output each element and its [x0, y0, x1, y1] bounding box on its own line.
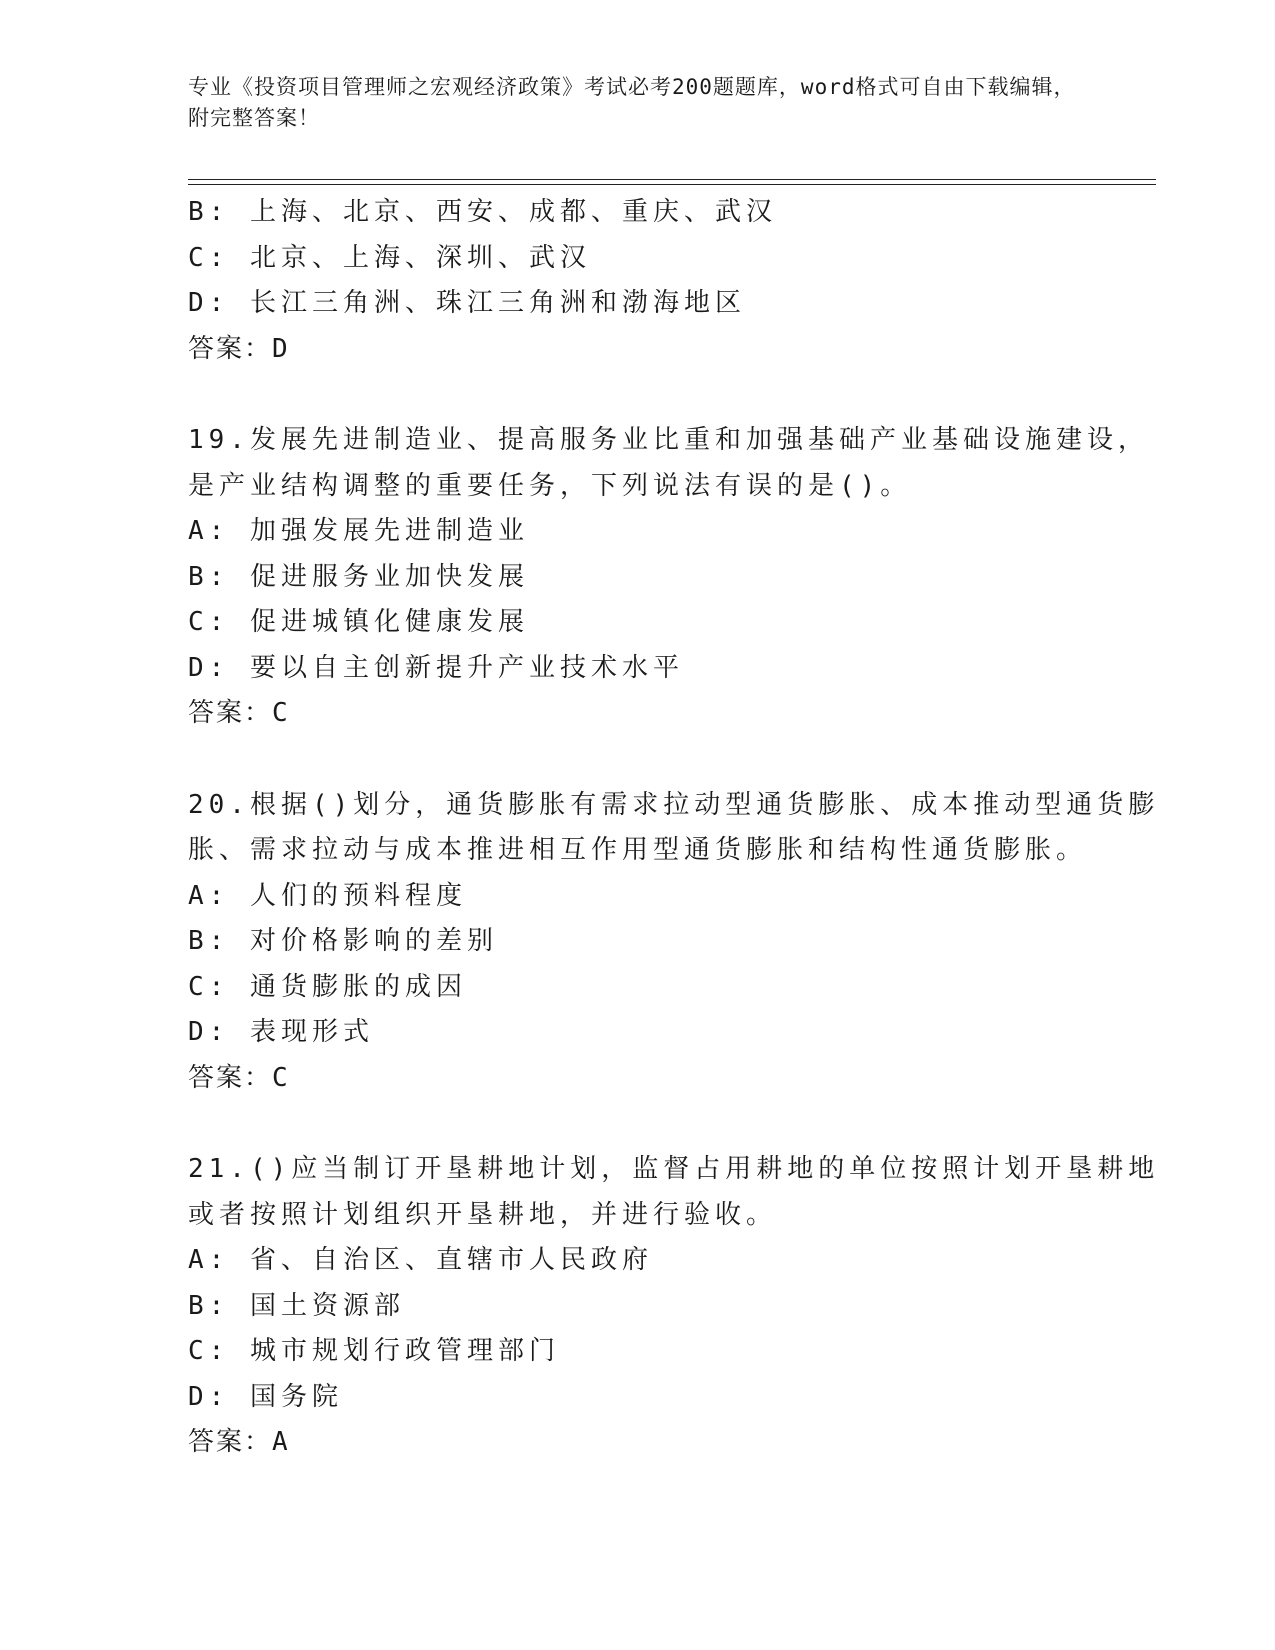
question-stem-line: 20.根据()划分，通货膨胀有需求拉动型通货膨胀、成本推动型通货膨: [188, 789, 1160, 820]
document-header: [188, 72, 1088, 134]
document-body: [188, 190, 1160, 1466]
option-a: A: 省、自治区、直辖市人民政府: [188, 1245, 653, 1275]
question-block-21: [188, 1147, 1160, 1466]
option-b: B: 国土资源部: [188, 1290, 405, 1321]
option-b: B: 促进服务业加快发展: [188, 561, 529, 592]
question-stem-line: 或者按照计划组织开垦耕地，并进行验收。: [188, 1199, 778, 1230]
answer-line: 答案：C: [188, 1062, 293, 1093]
option-c: C: 城市规划行政管理部门: [188, 1336, 560, 1366]
option-a: A: 加强发展先进制造业: [188, 516, 529, 546]
option-a: A: 人们的预料程度: [188, 880, 467, 911]
option-d: D: 表现形式: [188, 1017, 374, 1047]
option-d: D: 长江三角洲、珠江三角洲和渤海地区: [188, 288, 746, 318]
option-c: C: 通货膨胀的成因: [188, 971, 467, 1002]
question-block-19: [188, 418, 1149, 737]
question-block-partial: [188, 190, 1108, 372]
option-b: B: 对价格影响的差别: [188, 926, 498, 956]
question-stem-line: 19.发展先进制造业、提高服务业比重和加强基础产业基础设施建设，: [188, 425, 1149, 455]
question-spacer: [188, 372, 1108, 418]
question-spacer: [188, 737, 1108, 783]
option-c: C: 促进城镇化健康发展: [188, 607, 529, 637]
question-spacer: [188, 1101, 1108, 1147]
option-d: D: 国务院: [188, 1381, 343, 1412]
answer-line: 答案：A: [188, 1427, 293, 1457]
header-divider-bottom: [188, 184, 1156, 185]
answer-line: 答案：C: [188, 698, 293, 728]
question-stem-line: 是产业结构调整的重要任务，下列说法有误的是()。: [188, 470, 912, 501]
option-b: B: 上海、北京、西安、成都、重庆、武汉: [188, 197, 777, 227]
header-divider-top: [188, 179, 1156, 180]
question-block-20: [188, 783, 1160, 1102]
answer-line: 答案：D: [188, 333, 293, 364]
question-stem-line: 胀、需求拉动与成本推进相互作用型通货膨胀和结构性通货膨胀。: [188, 835, 1088, 865]
option-c: C: 北京、上海、深圳、武汉: [188, 242, 591, 273]
header-title: 专业《投资项目管理师之宏观经济政策》考试必考200题题库，word格式可自由下载编辑，附完整答案！: [188, 75, 1076, 130]
question-stem-line: 21.()应当制订开垦耕地计划，监督占用耕地的单位按照计划开垦耕地: [188, 1154, 1160, 1184]
option-d: D: 要以自主创新提升产业技术水平: [188, 652, 684, 683]
